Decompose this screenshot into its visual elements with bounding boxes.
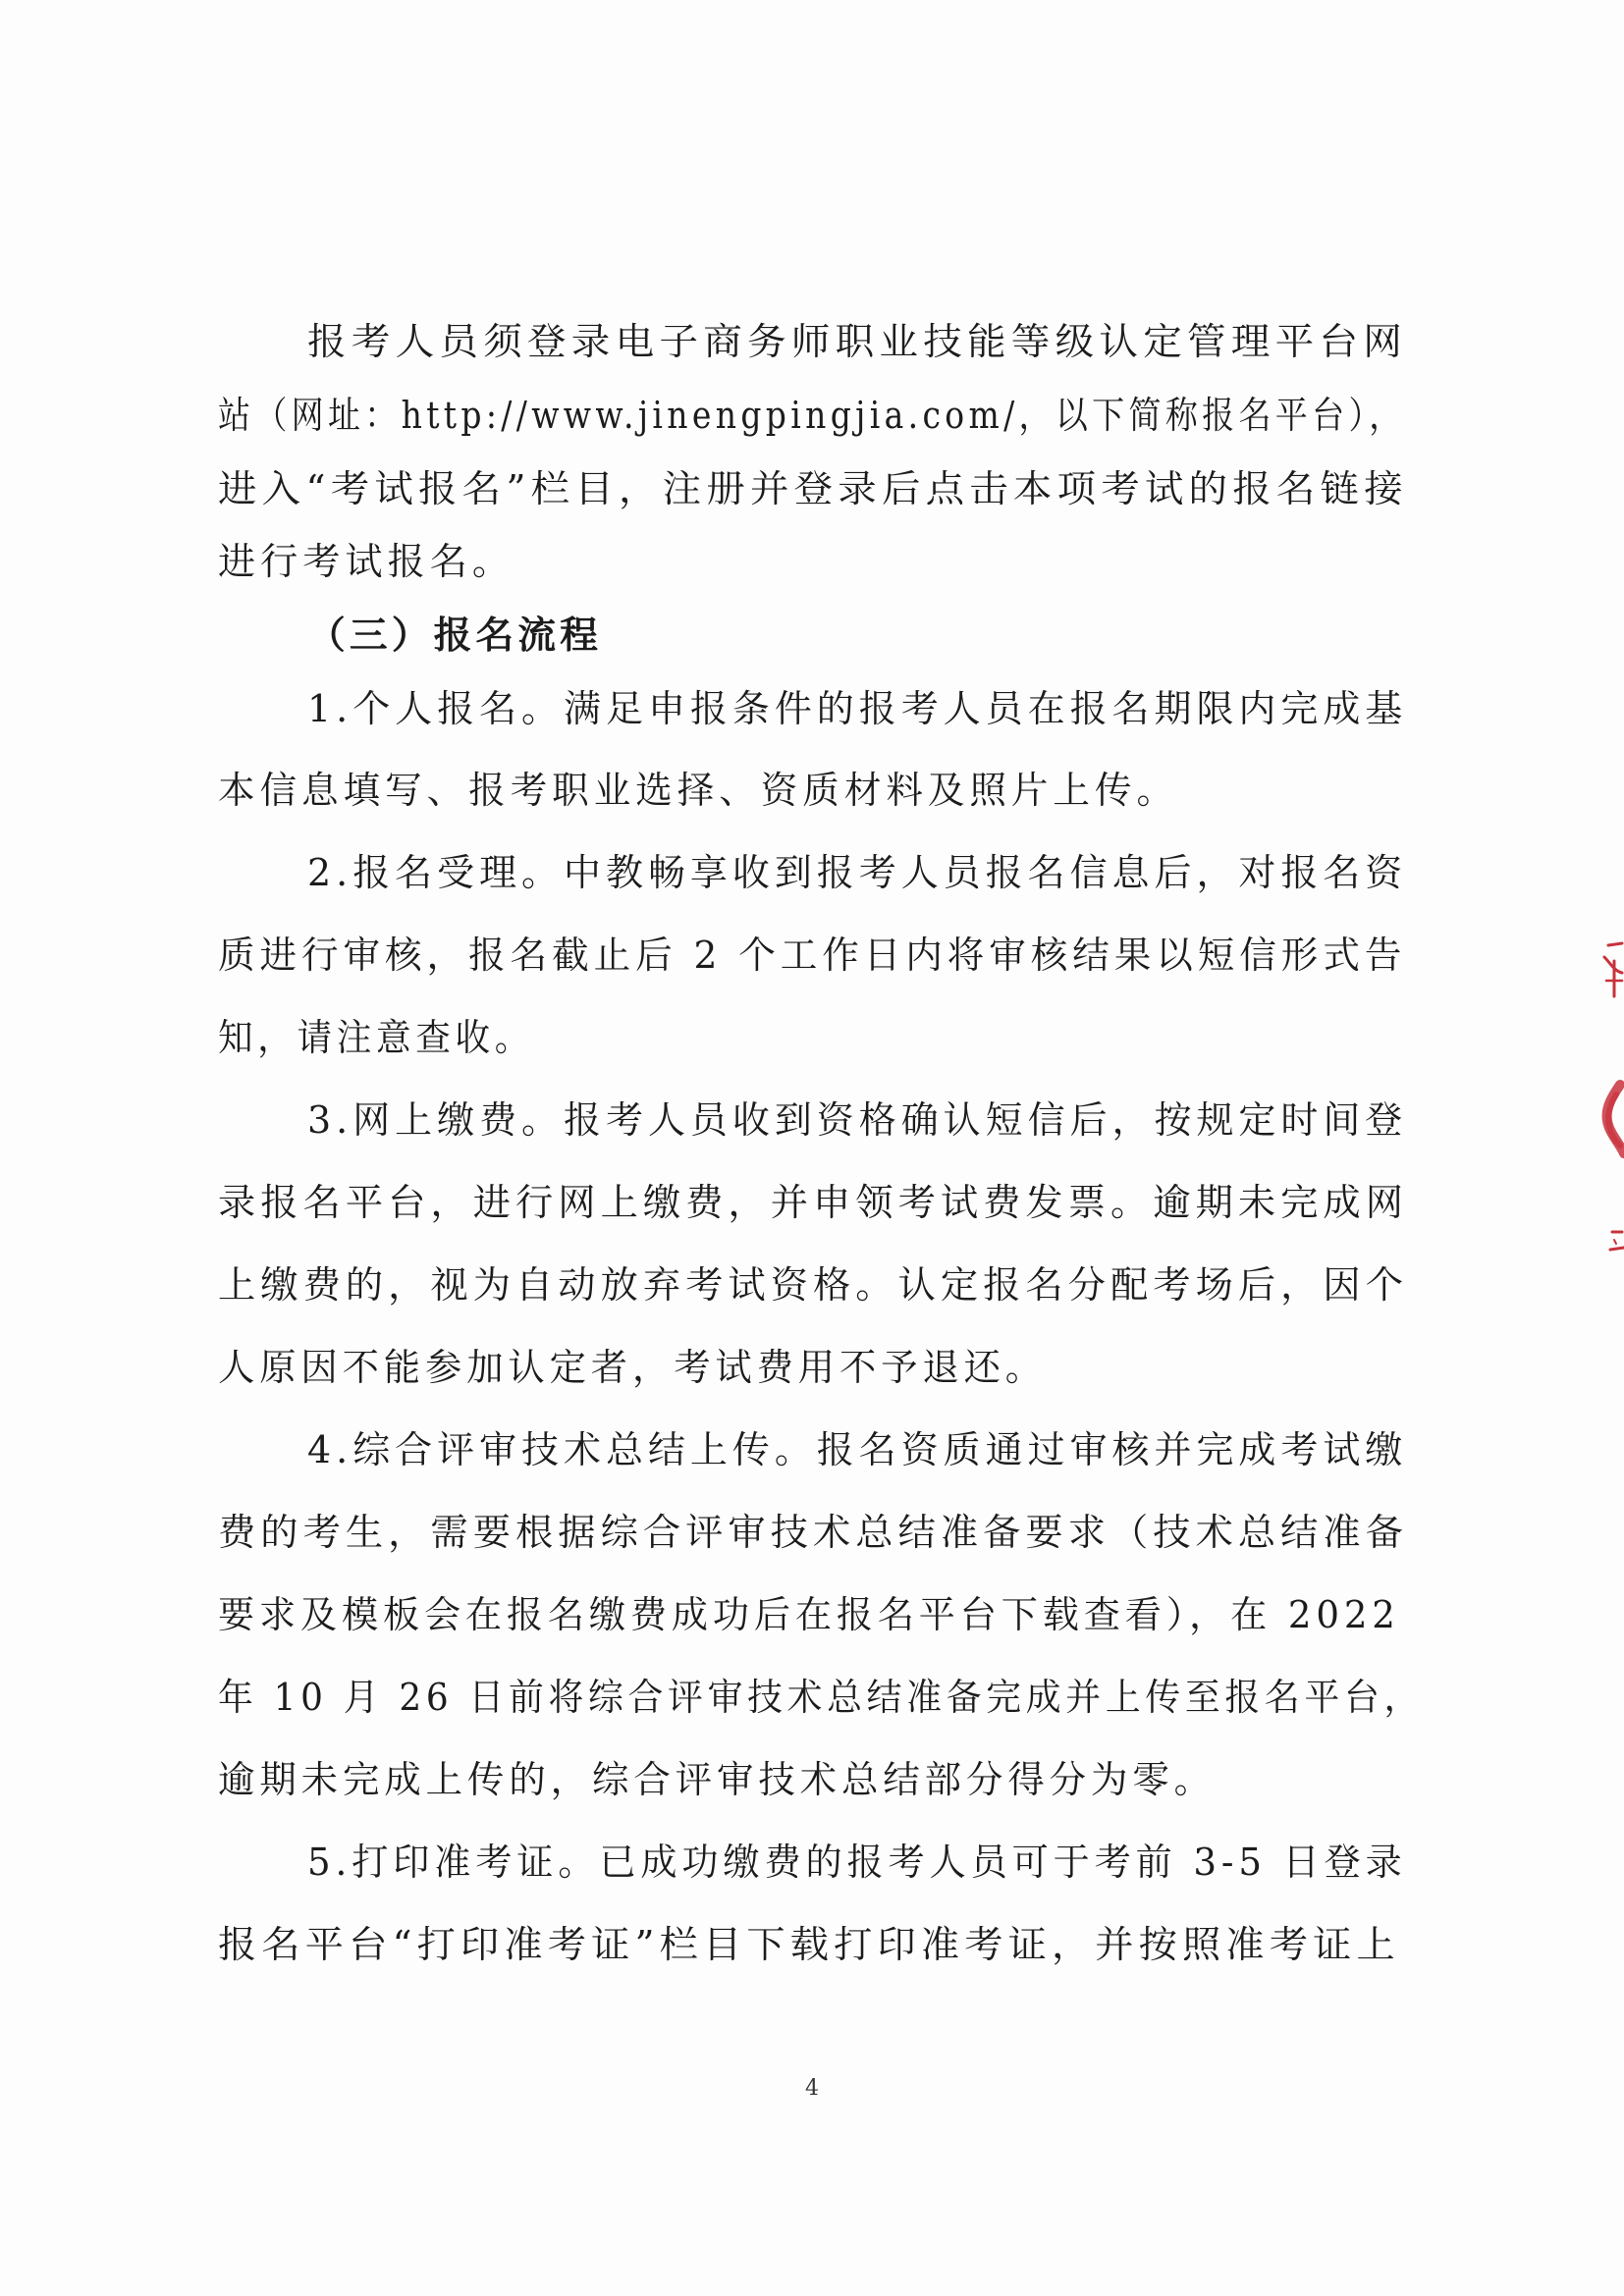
text-line: 报名平台“打印准考证”栏目下载打印准考证，并按照准考证上 xyxy=(218,1923,1400,1966)
text-line: 4.综合评审技术总结上传。报名资质通过审核并完成考试缴 xyxy=(307,1428,1408,1471)
text-line: 知，请注意查收。 xyxy=(218,1016,535,1059)
text-line: 5.打印准考证。已成功缴费的报考人员可于考前 3-5 日登录 xyxy=(307,1841,1407,1884)
text-line: 报考人员须登录电子商务师职业技能等级认定管理平台网 xyxy=(307,320,1408,363)
text-line: 录报名平台，进行网上缴费，并申领考试费发票。逾期未完成网 xyxy=(218,1181,1409,1224)
text-line: 上缴费的，视为自动放弃考试资格。认定报名分配考场后，因个 xyxy=(218,1263,1409,1307)
seal-stamp-fragment xyxy=(1571,937,1624,1291)
text-line: 本信息填写、报考职业选择、资质材料及照片上传。 xyxy=(218,769,1179,812)
seal-icon xyxy=(1571,937,1624,1291)
page-number: 4 xyxy=(805,2076,819,2101)
text-line: 1.个人报名。满足申报条件的报考人员在报名期限内完成基 xyxy=(307,687,1408,730)
text-line: 费的考生，需要根据综合评审技术总结准备要求（技术总结准备 xyxy=(218,1511,1409,1554)
text-line: 逾期未完成上传的，综合评审技术总结部分得分为零。 xyxy=(218,1758,1217,1801)
text-line: 进入“考试报名”栏目，注册并登录后点击本项考试的报名链接 xyxy=(218,467,1408,510)
text-line: 进行考试报名。 xyxy=(218,540,515,583)
text-line: 年 10 月 26 日前将综合评审技术总结准备完成并上传至报名平台， xyxy=(218,1676,1425,1719)
text-line: 站（网址：http://www.jinengpingjia.com/，以下简称报名平台）， xyxy=(218,394,1406,437)
text-line: 质进行审核，报名截止后 2 个工作日内将审核结果以短信形式告 xyxy=(218,934,1407,977)
text-line: 3.网上缴费。报考人员收到资格确认短信后，按规定时间登 xyxy=(307,1098,1408,1142)
section-heading: （三）报名流程 xyxy=(307,613,603,657)
text-line: 要求及模板会在报名缴费成功后在报名平台下载查看），在 2022 xyxy=(218,1593,1400,1636)
text-line: 人原因不能参加认定者，考试费用不予退还。 xyxy=(218,1346,1048,1389)
text-line: 2.报名受理。中教畅享收到报考人员报名信息后，对报名资 xyxy=(307,851,1408,894)
